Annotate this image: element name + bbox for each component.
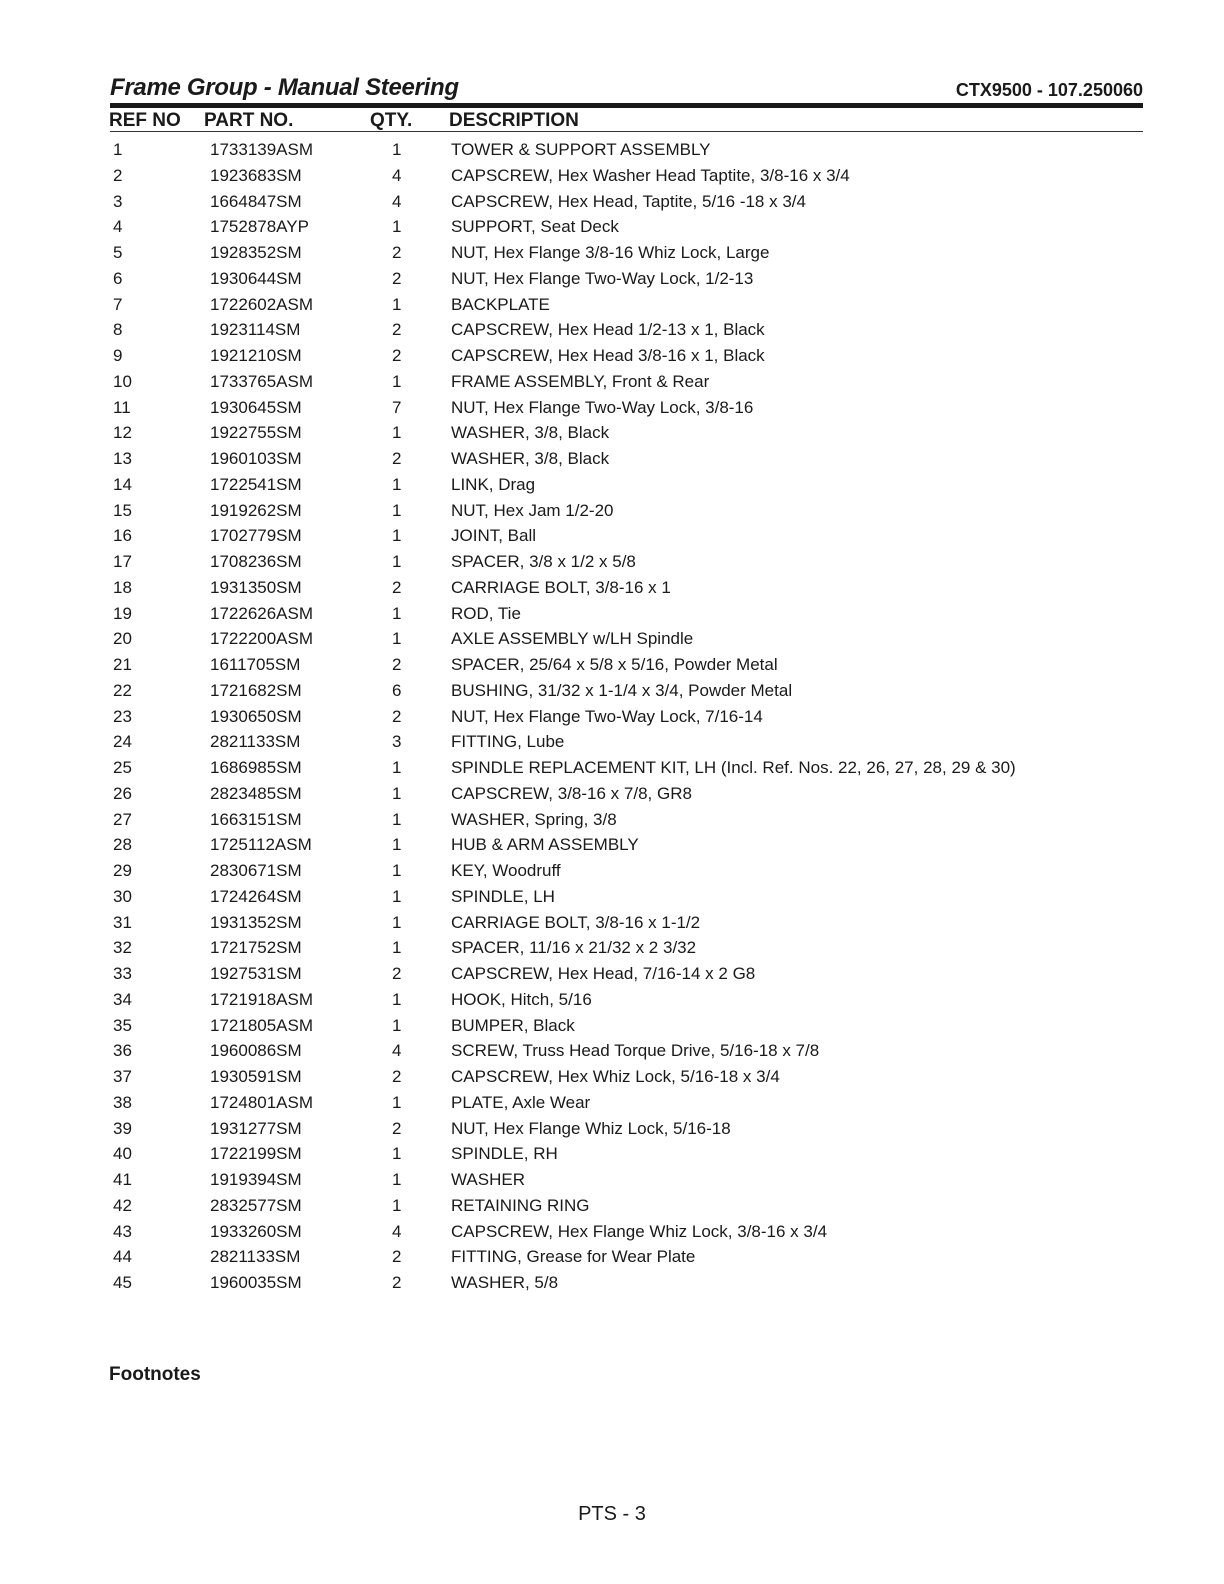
table-row	[0, 1090, 1224, 1116]
qty-cell: 4	[392, 165, 402, 185]
ref-no-cell: 29	[113, 861, 132, 880]
table-row	[0, 292, 1224, 318]
table-row	[0, 729, 1224, 755]
description-cell: CAPSCREW, Hex Head, Taptite, 5/16 -18 x 3/4	[451, 191, 806, 211]
table-row	[0, 987, 1224, 1013]
qty-cell: 1	[392, 1015, 402, 1035]
qty-cell: 1	[392, 783, 402, 803]
part-no-cell: 2823485SM	[210, 783, 302, 803]
ref-no-cell: 34	[113, 989, 132, 1009]
qty-cell: 1	[392, 629, 402, 649]
table-row	[0, 884, 1224, 910]
ref-no-cell: 43	[113, 1221, 132, 1241]
part-no-cell: 1933260SM	[210, 1221, 302, 1241]
part-no-cell: 1930591SM	[210, 1067, 302, 1086]
description-cell: FITTING, Grease for Wear Plate	[451, 1247, 696, 1267]
ref-no-cell: 10	[113, 371, 132, 391]
ref-no-cell: 32	[113, 938, 132, 958]
ref-no-cell: 19	[113, 603, 132, 623]
qty-cell: 1	[392, 500, 402, 520]
qty-cell: 3	[392, 732, 402, 752]
part-no-cell: 1708236SM	[210, 552, 302, 571]
part-no-cell: 1722199SM	[210, 1144, 302, 1164]
table-row	[0, 266, 1224, 292]
part-no-cell: 1721752SM	[210, 938, 302, 958]
ref-no-cell: 22	[113, 680, 132, 700]
ref-no-cell: 39	[113, 1118, 132, 1138]
table-row	[0, 832, 1224, 858]
part-no-cell: 1930645SM	[210, 397, 302, 417]
description-cell: CAPSCREW, Hex Head, 7/16-14 x 2 G8	[451, 964, 756, 983]
ref-no-cell: 33	[113, 964, 132, 983]
qty-cell: 2	[392, 243, 402, 262]
table-row	[0, 420, 1224, 446]
qty-cell: 1	[392, 861, 402, 880]
qty-cell: 1	[392, 217, 402, 237]
table-row	[0, 137, 1224, 163]
ref-no-cell: 9	[113, 346, 123, 365]
description-cell: SPACER, 25/64 x 5/8 x 5/16, Powder Metal	[451, 655, 778, 674]
table-row	[0, 523, 1224, 549]
part-no-cell: 2832577SM	[210, 1195, 302, 1215]
qty-cell: 4	[392, 1221, 402, 1241]
table-row	[0, 214, 1224, 240]
table-row	[0, 1270, 1224, 1296]
description-cell: NUT, Hex Flange Two-Way Lock, 7/16-14	[451, 706, 763, 726]
page-number: PTS - 3	[578, 1503, 646, 1525]
table-row	[0, 549, 1224, 575]
ref-no-cell: 17	[113, 552, 132, 571]
description-cell: SCREW, Truss Head Torque Drive, 5/16-18 x 7/8	[451, 1041, 820, 1061]
part-no-cell: 1722602ASM	[210, 294, 314, 314]
qty-cell: 2	[392, 449, 402, 468]
part-no-cell: 1724264SM	[210, 886, 302, 906]
description-cell: CAPSCREW, Hex Whiz Lock, 5/16-18 x 3/4	[451, 1067, 780, 1086]
part-no-cell: 1702779SM	[210, 526, 302, 546]
table-row	[0, 343, 1224, 369]
table-row	[0, 163, 1224, 189]
part-no-cell: 1930644SM	[210, 268, 302, 288]
qty-cell: 1	[392, 886, 402, 906]
qty-cell: 2	[392, 320, 402, 340]
part-no-cell: 1733139ASM	[210, 140, 314, 159]
table-row	[0, 678, 1224, 704]
part-no-cell: 1686985SM	[210, 758, 302, 777]
ref-no-cell: 8	[113, 320, 123, 340]
ref-no-cell: 27	[113, 809, 132, 829]
part-no-cell: 2821133SM	[210, 732, 301, 752]
table-row	[0, 652, 1224, 678]
ref-no-cell: 15	[113, 500, 132, 520]
column-header-underline	[110, 131, 1143, 132]
description-cell: SPINDLE, LH	[451, 886, 555, 906]
part-no-cell: 1722541SM	[210, 474, 302, 494]
ref-no-cell: 44	[113, 1247, 132, 1267]
ref-no-cell: 30	[113, 886, 132, 906]
qty-cell: 1	[392, 758, 402, 777]
table-row	[0, 1141, 1224, 1167]
description-cell: AXLE ASSEMBLY w/LH Spindle	[451, 629, 694, 649]
description-cell: ROD, Tie	[451, 603, 521, 623]
table-row	[0, 781, 1224, 807]
description-cell: CAPSCREW, Hex Head 1/2-13 x 1, Black	[451, 320, 765, 340]
ref-no-cell: 24	[113, 732, 132, 752]
ref-no-cell: 2	[113, 165, 123, 185]
description-cell: RETAINING RING	[451, 1195, 590, 1215]
ref-no-cell: 6	[113, 268, 123, 288]
table-row	[0, 1116, 1224, 1142]
column-header-qty: QTY.	[370, 110, 413, 131]
part-no-cell: 1922755SM	[210, 423, 302, 443]
ref-no-cell: 14	[113, 474, 132, 494]
qty-cell: 4	[392, 191, 402, 211]
ref-no-cell: 20	[113, 629, 132, 649]
qty-cell: 1	[392, 140, 402, 159]
qty-cell: 2	[392, 1118, 402, 1138]
description-cell: WASHER, 5/8	[451, 1273, 559, 1292]
table-row	[0, 575, 1224, 601]
part-no-cell: 1752878AYP	[210, 217, 309, 237]
part-no-cell: 1923683SM	[210, 165, 302, 185]
table-row	[0, 1064, 1224, 1090]
ref-no-cell: 25	[113, 758, 132, 777]
ref-no-cell: 28	[113, 835, 132, 855]
description-cell: CAPSCREW, Hex Flange Whiz Lock, 3/8-16 x 3/4	[451, 1221, 828, 1241]
part-no-cell: 1663151SM	[210, 809, 302, 829]
qty-cell: 1	[392, 294, 402, 314]
qty-cell: 1	[392, 474, 402, 494]
table-row	[0, 1244, 1224, 1270]
part-no-cell: 1960086SM	[210, 1041, 302, 1061]
ref-no-cell: 41	[113, 1170, 132, 1189]
table-row	[0, 1219, 1224, 1245]
part-no-cell: 1725112ASM	[210, 835, 312, 855]
table-row	[0, 1013, 1224, 1039]
table-row	[0, 1193, 1224, 1219]
qty-cell: 2	[392, 1067, 402, 1086]
table-row	[0, 807, 1224, 833]
qty-cell: 1	[392, 1195, 402, 1215]
description-cell: CAPSCREW, Hex Head 3/8-16 x 1, Black	[451, 346, 765, 365]
ref-no-cell: 12	[113, 423, 132, 443]
ref-no-cell: 18	[113, 577, 132, 597]
description-cell: NUT, Hex Jam 1/2-20	[451, 500, 614, 520]
table-row	[0, 704, 1224, 730]
part-no-cell: 1919394SM	[210, 1170, 302, 1189]
description-cell: JOINT, Ball	[451, 526, 537, 546]
ref-no-cell: 23	[113, 706, 132, 726]
ref-no-cell: 21	[113, 655, 132, 674]
ref-no-cell: 37	[113, 1067, 132, 1086]
description-cell: NUT, Hex Flange 3/8-16 Whiz Lock, Large	[451, 243, 770, 262]
ref-no-cell: 26	[113, 783, 132, 803]
part-no-cell: 1960035SM	[210, 1273, 302, 1292]
part-no-cell: 2830671SM	[210, 861, 302, 880]
description-cell: HOOK, Hitch, 5/16	[451, 989, 592, 1009]
table-row	[0, 961, 1224, 987]
table-row	[0, 601, 1224, 627]
parts-table	[0, 137, 1224, 1296]
qty-cell: 1	[392, 912, 402, 932]
ref-no-cell: 38	[113, 1092, 132, 1112]
ref-no-cell: 4	[113, 217, 123, 237]
description-cell: TOWER & SUPPORT ASSEMBLY	[451, 140, 711, 159]
description-cell: BUSHING, 31/32 x 1-1/4 x 3/4, Powder Metal	[451, 680, 793, 700]
part-no-cell: 1960103SM	[210, 449, 302, 468]
qty-cell: 2	[392, 706, 402, 726]
qty-cell: 6	[392, 680, 402, 700]
description-cell: KEY, Woodruff	[451, 861, 561, 880]
model-number: CTX9500 - 107.250060	[955, 80, 1143, 100]
column-header-description: DESCRIPTION	[449, 110, 579, 131]
column-header-ref-no: REF NO	[109, 110, 181, 131]
description-cell: FITTING, Lube	[451, 732, 565, 752]
qty-cell: 2	[392, 1273, 402, 1292]
header-divider	[110, 103, 1143, 108]
part-no-cell: 1923114SM	[210, 320, 301, 340]
table-row	[0, 755, 1224, 781]
ref-no-cell: 42	[113, 1195, 132, 1215]
description-cell: CAPSCREW, Hex Washer Head Taptite, 3/8-16 x 3/4	[451, 165, 850, 185]
table-row	[0, 1038, 1224, 1064]
description-cell: SUPPORT, Seat Deck	[451, 217, 619, 237]
part-no-cell: 2821133SM	[210, 1247, 301, 1267]
qty-cell: 1	[392, 371, 402, 391]
qty-cell: 1	[392, 809, 402, 829]
qty-cell: 2	[392, 577, 402, 597]
description-cell: LINK, Drag	[451, 474, 536, 494]
qty-cell: 1	[392, 526, 402, 546]
description-cell: CARRIAGE BOLT, 3/8-16 x 1-1/2	[451, 912, 701, 932]
ref-no-cell: 7	[113, 294, 123, 314]
table-row	[0, 498, 1224, 524]
qty-cell: 2	[392, 1247, 402, 1267]
part-no-cell: 1931350SM	[210, 577, 302, 597]
ref-no-cell: 16	[113, 526, 132, 546]
part-no-cell: 1721918ASM	[210, 989, 314, 1009]
table-row	[0, 369, 1224, 395]
page-header	[110, 74, 1143, 104]
part-no-cell: 1722626ASM	[210, 603, 314, 623]
table-row	[0, 446, 1224, 472]
part-no-cell: 1721805ASM	[210, 1015, 314, 1035]
qty-cell: 2	[392, 346, 402, 365]
ref-no-cell: 31	[113, 912, 132, 932]
part-no-cell: 1733765ASM	[210, 371, 314, 391]
ref-no-cell: 45	[113, 1273, 132, 1292]
part-no-cell: 1722200ASM	[210, 629, 314, 649]
table-row	[0, 189, 1224, 215]
part-no-cell: 1724801ASM	[210, 1092, 314, 1112]
qty-cell: 4	[392, 1041, 402, 1061]
part-no-cell: 1611705SM	[210, 655, 301, 674]
description-cell: CARRIAGE BOLT, 3/8-16 x 1	[451, 577, 671, 597]
part-no-cell: 1664847SM	[210, 191, 302, 211]
ref-no-cell: 3	[113, 191, 123, 211]
description-cell: FRAME ASSEMBLY, Front & Rear	[451, 371, 710, 391]
qty-cell: 1	[392, 835, 402, 855]
qty-cell: 1	[392, 938, 402, 958]
description-cell: WASHER, 3/8, Black	[451, 449, 610, 468]
table-row	[0, 910, 1224, 936]
ref-no-cell: 13	[113, 449, 132, 468]
table-row	[0, 1167, 1224, 1193]
description-cell: SPINDLE, RH	[451, 1144, 558, 1164]
ref-no-cell: 1	[113, 140, 123, 159]
description-cell: BUMPER, Black	[451, 1015, 575, 1035]
table-row	[0, 317, 1224, 343]
description-cell: NUT, Hex Flange Whiz Lock, 5/16-18	[451, 1118, 731, 1138]
description-cell: WASHER	[451, 1170, 525, 1189]
ref-no-cell: 36	[113, 1041, 132, 1061]
description-cell: WASHER, Spring, 3/8	[451, 809, 617, 829]
description-cell: CAPSCREW, 3/8-16 x 7/8, GR8	[451, 783, 692, 803]
description-cell: WASHER, 3/8, Black	[451, 423, 610, 443]
table-row	[0, 858, 1224, 884]
ref-no-cell: 5	[113, 243, 123, 262]
part-no-cell: 1930650SM	[210, 706, 302, 726]
qty-cell: 1	[392, 423, 402, 443]
part-no-cell: 1927531SM	[210, 964, 302, 983]
qty-cell: 1	[392, 603, 402, 623]
column-header-part-no: PART NO.	[204, 110, 294, 131]
page-title: Frame Group - Manual Steering	[110, 74, 459, 101]
description-cell: SPACER, 3/8 x 1/2 x 5/8	[451, 552, 636, 571]
part-no-cell: 1919262SM	[210, 500, 302, 520]
description-cell: NUT, Hex Flange Two-Way Lock, 1/2-13	[451, 268, 754, 288]
table-row	[0, 395, 1224, 421]
table-row	[0, 472, 1224, 498]
description-cell: SPACER, 11/16 x 21/32 x 2 3/32	[451, 938, 697, 958]
footnotes-heading: Footnotes	[109, 1364, 201, 1385]
qty-cell: 2	[392, 655, 402, 674]
qty-cell: 2	[392, 268, 402, 288]
description-cell: BACKPLATE	[451, 294, 550, 314]
qty-cell: 7	[392, 397, 402, 417]
qty-cell: 2	[392, 964, 402, 983]
part-no-cell: 1921210SM	[210, 346, 302, 365]
table-row	[0, 935, 1224, 961]
qty-cell: 1	[392, 1170, 402, 1189]
description-cell: HUB & ARM ASSEMBLY	[451, 835, 639, 855]
part-no-cell: 1931277SM	[210, 1118, 302, 1138]
table-row	[0, 626, 1224, 652]
ref-no-cell: 35	[113, 1015, 132, 1035]
part-no-cell: 1928352SM	[210, 243, 302, 262]
description-cell: NUT, Hex Flange Two-Way Lock, 3/8-16	[451, 397, 754, 417]
part-no-cell: 1931352SM	[210, 912, 302, 932]
description-cell: PLATE, Axle Wear	[451, 1092, 591, 1112]
qty-cell: 1	[392, 1092, 402, 1112]
qty-cell: 1	[392, 989, 402, 1009]
qty-cell: 1	[392, 1144, 402, 1164]
ref-no-cell: 11	[113, 397, 131, 417]
part-no-cell: 1721682SM	[210, 680, 302, 700]
table-row	[0, 240, 1224, 266]
description-cell: SPINDLE REPLACEMENT KIT, LH (Incl. Ref. Nos. 22, 26, 27, 28, 29 & 30)	[451, 758, 1016, 777]
ref-no-cell: 40	[113, 1144, 132, 1164]
qty-cell: 1	[392, 552, 402, 571]
